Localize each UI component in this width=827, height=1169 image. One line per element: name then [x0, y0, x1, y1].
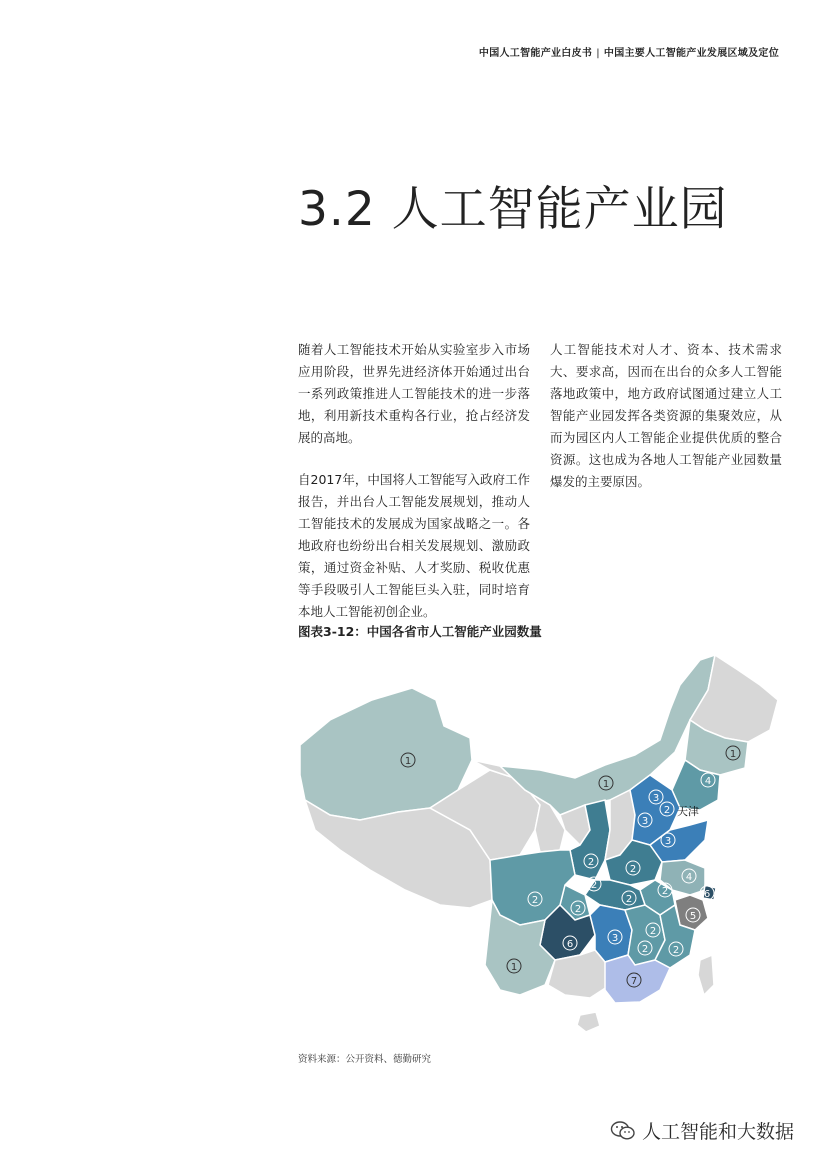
svg-text:6: 6 — [566, 939, 574, 950]
watermark — [610, 1117, 794, 1144]
region-taiwan — [698, 955, 714, 995]
svg-text:2: 2 — [649, 926, 657, 937]
svg-text:3: 3 — [611, 933, 619, 944]
paragraph: 自2017年，中国将人工智能写入政府工作报告，并出台人工智能发展规划，推动人工智能技术的发展成为国家战略之一。各地政府也纷纷出台相关发展规划、激励政策，通过资金补贴、人才奖励、税收优惠等手段吸引人工智能巨头入驻，同时培育本地人工智能初创企业。 — [298, 472, 530, 619]
text-column-right — [550, 339, 782, 513]
text-column-left — [298, 339, 530, 643]
svg-text:1: 1 — [404, 756, 412, 767]
svg-text:2: 2 — [625, 894, 633, 905]
svg-text:2: 2 — [641, 944, 649, 955]
svg-text:4: 4 — [704, 776, 712, 787]
region-hainan — [577, 1012, 600, 1032]
running-header — [479, 44, 779, 59]
svg-text:2: 2 — [663, 805, 671, 816]
svg-text:2: 2 — [574, 904, 582, 915]
svg-text:1: 1 — [602, 779, 610, 790]
svg-text:5: 5 — [689, 911, 697, 922]
svg-text:2: 2 — [629, 864, 637, 875]
svg-text:6: 6 — [703, 889, 711, 900]
tianjin-label: 天津 — [677, 805, 699, 818]
china-map — [0, 640, 827, 1050]
svg-text:7: 7 — [630, 976, 638, 987]
svg-text:2: 2 — [587, 857, 595, 868]
figure-title: 图表3-12：中国各省市人工智能产业园数量 — [298, 624, 542, 639]
header-right: 中国主要人工智能产业发展区域及定位 — [603, 48, 779, 59]
section-title: 3.2 人工智能产业园 — [298, 182, 728, 237]
svg-text:3: 3 — [664, 836, 672, 847]
header-separator: | — [596, 48, 600, 59]
source-note: 资料来源：公开资料、德勤研究 — [298, 1054, 432, 1065]
svg-text:1: 1 — [729, 749, 737, 760]
svg-text:3: 3 — [652, 793, 660, 804]
svg-text:2: 2 — [531, 895, 539, 906]
svg-text:3: 3 — [641, 816, 649, 827]
svg-text:2: 2 — [672, 945, 680, 956]
watermark-text: 人工智能和大数据 — [642, 1121, 795, 1143]
paragraph: 人工智能技术对人才、资本、技术需求大、要求高，因而在出台的众多人工智能落地政策中，地方政府试图通过建立人工智能产业园发挥各类资源的集聚效应，从而为园区内人工智能企业提供优质的整合资源。这也成为各地人工智能产业园数量爆发的主要原因。 — [550, 342, 782, 489]
svg-text:2: 2 — [590, 880, 598, 891]
wechat-icon — [610, 1120, 636, 1142]
svg-text:2: 2 — [661, 886, 669, 897]
svg-text:1: 1 — [510, 962, 518, 973]
paragraph: 随着人工智能技术开始从实验室步入市场应用阶段，世界先进经济体开始通过出台一系列政策推进人工智能技术的进一步落地，利用新技术重构各行业，抢占经济发展的高地。 — [298, 342, 530, 445]
header-left: 中国人工智能产业白皮书 — [478, 48, 593, 59]
svg-text:4: 4 — [685, 872, 693, 883]
